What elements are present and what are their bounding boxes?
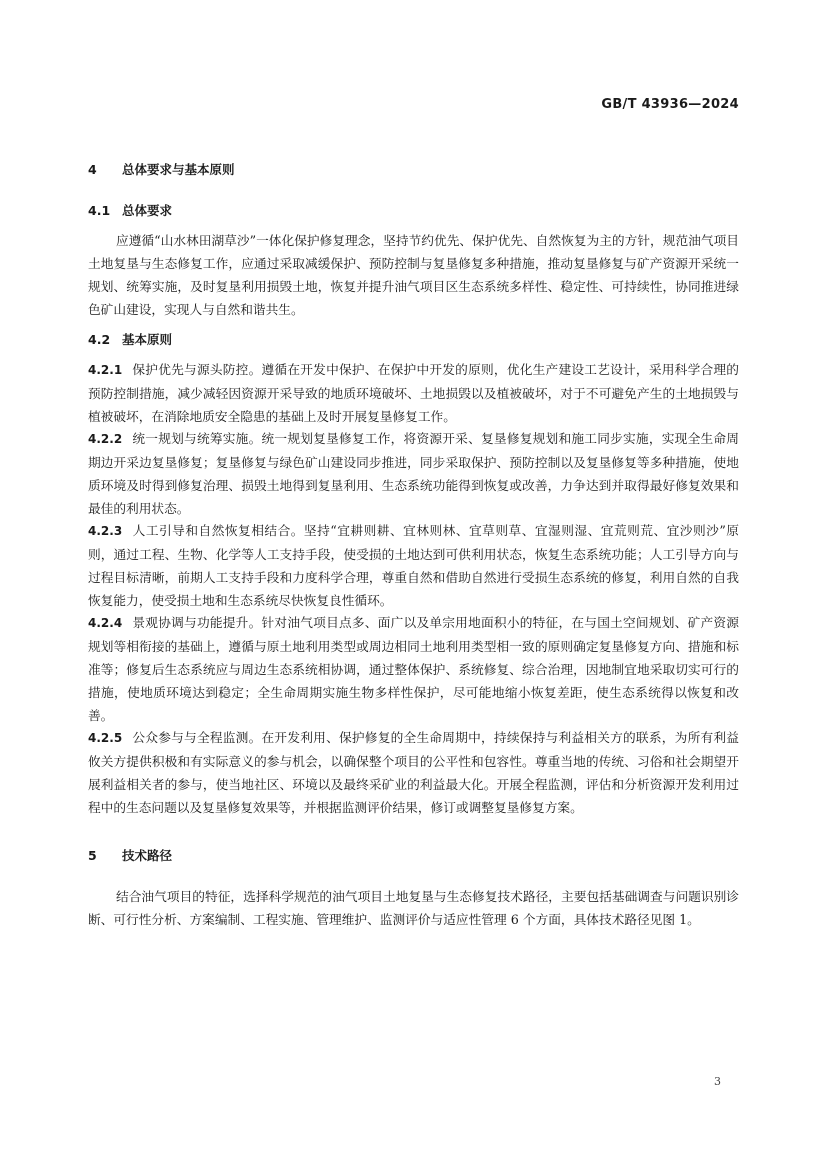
clause-4-2-5-number: 4.2.5 bbox=[88, 731, 123, 745]
standard-code: GB/T 43936—2024 bbox=[601, 97, 739, 112]
clause-4-2-2-text: 统一规划与统筹实施。统一规划复垦修复工作，将资源开采、复垦修复规划和施工同步实施，实现全生命周期边开采边复垦修复；复垦修复与绿色矿山建设同步推进，同步采取保护、预防控制以及复垦修复等多种措施，使地质环境及时得到修复治理、损毁土地得到复垦利用、生态系统功能得到恢复或改善，力争达到并取得最好修复效果和最佳的利用状态。 bbox=[88, 431, 739, 516]
section-4-1-number: 4.1 bbox=[88, 203, 111, 218]
section-4-heading bbox=[88, 160, 235, 178]
clause-4-2-2 bbox=[88, 427, 739, 520]
section-5-heading bbox=[88, 846, 172, 864]
section-4-1-title: 总体要求 bbox=[122, 203, 173, 218]
clause-4-2-4-number: 4.2.4 bbox=[88, 616, 123, 630]
clause-4-2-5 bbox=[88, 726, 739, 819]
section-4-1-heading bbox=[88, 201, 172, 219]
section-4-1-paragraph: 应遵循“山水林田湖草沙”一体化保护修复理念，坚持节约优先、保护优先、自然恢复为主的方针，规范油气项目土地复垦与生态修复工作，应通过采取减缓保护、预防控制与复垦修复多种措施，推动复垦修复与矿产资源开采统一规划、统筹实施，及时复垦利用损毁土地，恢复并提升油气项目区生态系统多样性、稳定性、可持续性，协同推进绿色矿山建设，实现人与自然和谐共生。 bbox=[88, 233, 739, 317]
clause-4-2-5-text: 公众参与与全程监测。在开发利用、保护修复的全生命周期中，持续保持与利益相关方的联系，为所有利益攸关方提供积极和有实际意义的参与机会，以确保整个项目的公平性和包容性。尊重当地的传统、习俗和社会期望开展利益相关者的参与，使当地社区、环境以及最终采矿业的利益最大化。开展全程监测，评估和分析资源开发利用过程中的生态问题以及复垦修复效果等，并根据监测评价结果，修订或调整复垦修复方案。 bbox=[88, 730, 739, 815]
section-4-number: 4 bbox=[88, 162, 97, 177]
section-4-2-heading bbox=[88, 330, 172, 348]
clause-4-2-3-number: 4.2.3 bbox=[88, 524, 123, 538]
clause-4-2-1 bbox=[88, 358, 739, 428]
section-4-title: 总体要求与基本原则 bbox=[122, 162, 235, 177]
clause-4-2-1-text: 保护优先与源头防控。遵循在开发中保护、在保护中开发的原则，优化生产建设工艺设计，采用科学合理的预防控制措施，减少减轻因资源开采导致的地质环境破坏、土地损毁以及植被破坏，对于不可避免产生的土地损毁与植被破坏，在消除地质安全隐患的基础上及时开展复垦修复工作。 bbox=[88, 362, 739, 424]
clause-4-2-2-number: 4.2.2 bbox=[88, 432, 123, 446]
section-4-2-title: 基本原则 bbox=[122, 332, 173, 347]
section-4-2-number: 4.2 bbox=[88, 332, 111, 347]
section-5-title: 技术路径 bbox=[122, 848, 173, 863]
page-number: 3 bbox=[714, 1075, 721, 1088]
clause-4-2-1-number: 4.2.1 bbox=[88, 363, 123, 377]
clause-4-2-4 bbox=[88, 611, 739, 727]
clause-4-2-3 bbox=[88, 519, 739, 612]
section-5-number: 5 bbox=[88, 848, 97, 863]
clause-4-2-4-text: 景观协调与功能提升。针对油气项目点多、面广以及单宗用地面积小的特征，在与国土空间规划、矿产资源规划等相衔接的基础上，遵循与原土地利用类型或周边相同土地利用类型相一致的原则确定复垦修复方向、措施和标准等；修复后生态系统应与周边生态系统相协调，通过整体保护、系统修复、综合治理，因地制宜地采取切实可行的措施，使地质环境达到稳定；全生命周期实施生物多样性保护，尽可能地缩小恢复差距，使生态系统得以恢复和改善。 bbox=[88, 615, 739, 723]
clause-4-2-3-text: 人工引导和自然恢复相结合。坚持“宜耕则耕、宜林则林、宜草则草、宜湿则湿、宜荒则荒、宜沙则沙”原则，通过工程、生物、化学等人工支持手段，使受损的土地达到可供利用状态，恢复生态系统功能；人工引导方向与过程目标清晰，前期人工支持手段和力度科学合理，尊重自然和借助自然进行受损生态系统的修复，利用自然的自我恢复能力，使受损土地和生态系统尽快恢复良性循环。 bbox=[88, 523, 739, 608]
section-5-paragraph: 结合油气项目的特征，选择科学规范的油气项目土地复垦与生态修复技术路径，主要包括基础调查与问题识别诊断、可行性分析、方案编制、工程实施、管理维护、监测评价与适应性管理 6 个方面，具体技术路径见图 1。 bbox=[88, 889, 739, 927]
